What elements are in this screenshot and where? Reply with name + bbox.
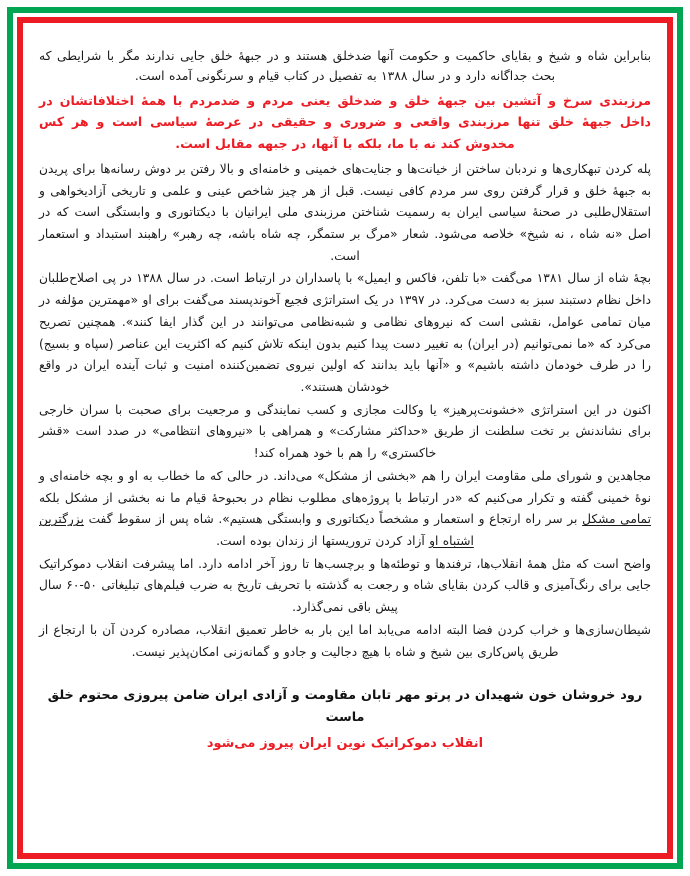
paragraph-4: بچۀ شاه از سال ۱۳۸۱ می‌گفت «با تلفن، فاکس و ایمیل» با پاسداران در ارتباط است. در سال ۱۳۸۸ در پی اصلاح‌طلبان داخل نظام دستبند سبز به دست می‌کرد. در ۱۳۹۷ در یک استراتژی فجیع آخوندپسند می‌گفت برای او «مهمترین مؤلفه در میان تمامی عوامل، نقشی است که نیروهای نظامی و شبه‌نظامی می‌توانند در این گذار ایفا کنند». همچنین تصریح می‌کرد که «ما نمی‌توانیم (در ایران) به تغییر دست پیدا کنیم بدون اینکه تلاش کنیم که اکثریت این عناصر (سپاه و بسیج) را در طرف خودمان داشته باشیم» و «آنها باید بدانند که اولین نیروی تضمین‌کننده امنیت و ثبات آینده ایران در واقع خودشان هستند». [39, 271, 652, 394]
paragraph-1: بنابراین شاه و شیخ و بقایای حاکمیت و حکومت آنها ضدخلق هستند و در جبهۀ خلق جایی ندارند مگر با شرایطی که بحث جداگانه دارد و در سال ۱۳۸۸ به تفصیل در کتاب قیام و سرنگونی آمده است. [39, 49, 651, 83]
text-run: مجاهدین و شورای ملی مقاومت ایران را هم «بخشی از مشکل» می‌داند. در حالی که ما خطاب به او و بچه خامنه‌ای و نوۀ خمینی گفته و تکرار می‌کنیم که «در ارتباط با پروژه‌های مطلوب نظام در بحبوحۀ قیام ما نه بخشی از مشکل بلکه [39, 468, 651, 505]
underlined-phrase: بزرگترین اشتباه او [39, 512, 474, 548]
closing-slogans [39, 685, 651, 754]
paragraph-3: پله کردن تبهکاری‌ها و نردبان ساختن از خیانت‌ها و جنایت‌های خمینی و خامنه‌ای و بالا رفتن بر دوش رسانه‌ها برای پریدن به جبهۀ خلق و قرار گرفتن روی سر مردم کافی نیست. قبل از هر چیز شاخص عینی و علمی و تاریخی آزادیخواهی و استقلال‌طلبی در صحنۀ سیاسی ایران به رسمیت شناختن مرزبندی ملی ایرانیان با دیکتاتوری و وابستگی است که در اصل «نه شاه ، نه شیخ» خلاصه می‌شود. شعار «مرگ بر ستمگر، چه شاه باشه، چه رهبر» راهبند استبداد و استعمار است. [39, 161, 651, 263]
paragraph-5: اکنون در این استراتژی «خشونت‌پرهیز» یا وکالت مجازی و کسب نمایندگی و مرجعیت برای صحبت با سران خارجی برای نشاندنش بر تخت سلطنت از طریق «حداکثر مشارکت» و همراهی با «نیروهای انتظامی» در صدد است «قشر خاکستری» را هم با خود همراه کند! [39, 402, 651, 461]
document-content [23, 23, 667, 853]
text-run: بر سر راه ارتجاع و استعمار و مشخصاً دیکتاتوری و وابستگی هستیم». شاه پس از سقوط گفت [83, 512, 583, 527]
slogan-revolution: انقلاب دموکراتیک نوین ایران پیروز می‌شود [206, 735, 484, 751]
paragraph-8: شیطان‌سازی‌ها و خراب کردن فضا البته ادامه می‌یابد اما این بار به خاطر تعمیق انقلاب، مصادره کردن آن با ارتجاع از طریق پاس‌کاری بین شیخ و شاه با هیچ دجالیت و جادو و گمانه‌زنی امکان‌پذیر نیست. [39, 622, 651, 659]
paragraph-7: واضح است که مثل همۀ انقلاب‌ها، ترفندها و توطئه‌ها و برچسب‌ها تا روز آخر ادامه دارد. اما پیشرفت انقلاب دموکراتیک جایی برای رنگ‌آمیزی و قالب کردن بقایای شاه و رجعت به گذشته با تحریف تاریخ به ضرب فیلم‌های تبلیغاتی ۵۰-۶۰ سال پیش باقی نمی‌گذارد. [39, 556, 652, 615]
underlined-phrase: تمامی مشکل [582, 512, 651, 527]
inner-red-border [17, 17, 673, 859]
slogan-martyrs: رود خروشان خون شهیدان در پرتو مهر تابان مقاومت و آزادی ایران ضامن پیروزی محتوم خلق ماست [47, 688, 643, 726]
paragraph-2-highlight: مرزبندی سرخ و آتشین بین جبهۀ خلق و ضدخلق یعنی مردم و ضدمردم با همۀ اختلافاتشان در داخل جبهۀ خلق تنها مرزبندی واقعی و ضروری و حقیقی در عرصۀ سیاسی است و هر کس مخدوش کند نه با ما، بلکه با آنها، در جبهه مقابل است. [39, 92, 651, 152]
outer-green-border [7, 7, 683, 869]
text-run: آزاد کردن تروریستها از زندان بوده است. [216, 534, 430, 548]
paragraph-6 [39, 466, 651, 553]
